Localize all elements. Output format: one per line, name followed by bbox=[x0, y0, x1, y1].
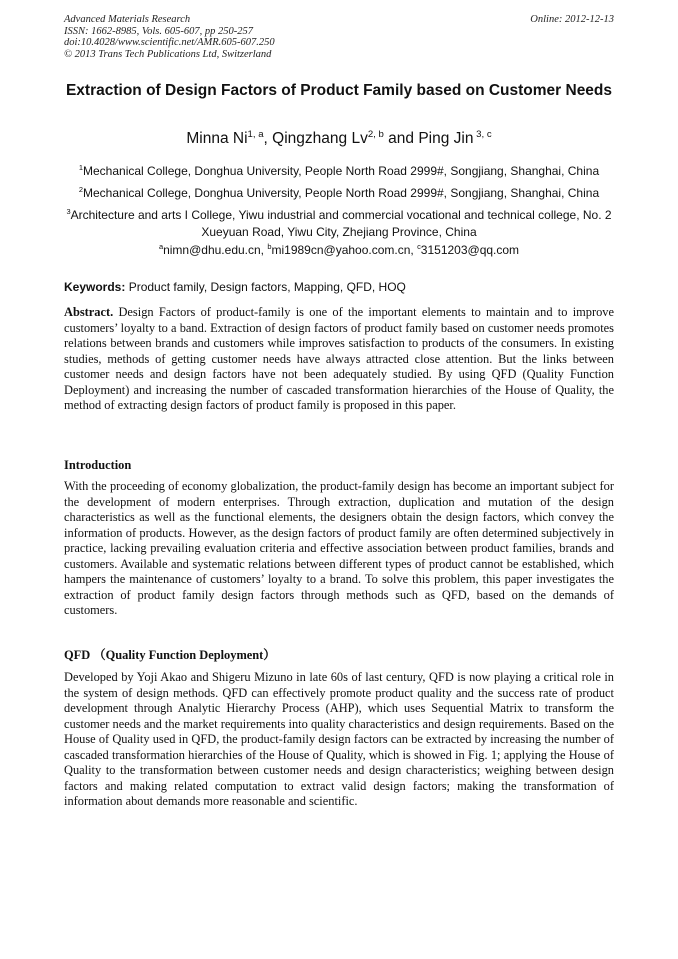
abstract-paragraph bbox=[64, 305, 614, 414]
email-marker: a bbox=[158, 242, 164, 251]
journal-name: Advanced Materials Research bbox=[64, 14, 191, 25]
abstract-text: Design Factors of product-family is one of the important elements to maintain and to improve customers’ loyalty to a band. Extraction of design factors of product family based on customer needs promotes relations between brands and customers while improves satisfaction to products of the consumers. In existing studies, methods of getting customer needs have always attracted close attention. But the links between customer needs and design factors have not been adequately studied. By using QFD (Quality Function Deployment) and increasing the number of cascaded transformation hierarchies of the House of Quality, the method of extracting design factors of product family is proposed in this paper. bbox=[64, 305, 614, 412]
qfd-paragraph: Developed by Yoji Akao and Shigeru Mizuno in late 60s of last century, QFD is now playing a critical role in the system of design methods. QFD can effectively promote product quality and the success rate of product development through Analytic Hierarchy Process (AHP), which uses Sequential Matrix to transform the customer needs and the market requirements into quality characteristics and design requirements. Based on the House of Quality used in QFD, the product-family design factors can be extracted by increasing the number of cascaded transformation hierarchies of the House of Quality, which is showed in Fig. 1; applying the House of Quality to the transformation between customer needs and design characteristics; weighing between design factors and making related computation to extract valid design factors; making the transformation of information about demands more reasonable and scientific. bbox=[64, 670, 614, 808]
copyright-line: © 2013 Trans Tech Publications Ltd, Switzerland bbox=[64, 48, 272, 60]
affiliation-marker: 1 bbox=[78, 163, 84, 172]
affiliation-marker: 2 bbox=[78, 185, 84, 194]
affiliation-marker: 3 bbox=[66, 207, 71, 216]
online-date: Online: 2012-12-13 bbox=[530, 14, 614, 25]
author-superscript: 1, a bbox=[247, 128, 264, 140]
paper-title: Extraction of Design Factors of Product Family based on Customer Needs bbox=[65, 82, 613, 99]
email-address: mi1989cn@yahoo.com.cn, bbox=[271, 243, 418, 257]
affiliation-text: Mechanical College, Donghua University, People North Road 2999#, Songjiang, Shanghai, China bbox=[83, 164, 600, 178]
affiliation-3 bbox=[64, 207, 614, 240]
affiliation-1 bbox=[64, 163, 614, 180]
keywords-text: Product family, Design factors, Mapping, QFD, HOQ bbox=[125, 280, 406, 294]
author-superscript: 3, c bbox=[473, 128, 492, 140]
doi-line: doi:10.4028/www.scientific.net/AMR.605-607.250 bbox=[64, 37, 275, 48]
journal-header bbox=[64, 14, 614, 60]
author-superscript: 2, b bbox=[367, 128, 384, 140]
email-address: 3151203@qq.com bbox=[420, 243, 520, 257]
author-name: Minna Ni bbox=[186, 130, 248, 147]
abstract-label: Abstract. bbox=[64, 305, 114, 319]
affiliation-text: Mechanical College, Donghua University, People North Road 2999#, Songjiang, Shanghai, China bbox=[83, 186, 600, 200]
email-marker: c bbox=[417, 242, 421, 251]
issn-line: ISSN: 1662-8985, Vols. 605-607, pp 250-257 bbox=[64, 25, 253, 37]
author-emails bbox=[64, 242, 614, 258]
author-list bbox=[64, 129, 614, 149]
author-name: Qingzhang Lv bbox=[272, 130, 368, 147]
author-separator: , bbox=[263, 130, 273, 147]
introduction-paragraph: With the proceeding of economy globalization, the product-family design has become an important subject for the development of modern enterprises. Through extraction, duplication and mutation of the design characteristics as well as the functional elements, the designers obtain the design factors, which convey the information of products. However, as the design factors of product family are often determined subjectively in practice, lacking prevailing evaluation criteria and effective association between product families, brands and customers. Available and systematic relations between different types of product cannot be established, which hampers the maintenance of customers’ loyalty to a brand. To solve this problem, this paper investigates the extraction of product family design factors through methods such as QFD, based on the demands of customers. bbox=[64, 479, 614, 617]
email-marker: b bbox=[267, 242, 272, 251]
author-separator: and bbox=[383, 130, 419, 147]
email-address: nimn@dhu.edu.cn, bbox=[163, 243, 268, 257]
author-name: Ping Jin bbox=[418, 130, 474, 147]
keywords-label: Keywords: bbox=[64, 280, 126, 294]
qfd-heading: QFD （Quality Function Deployment） bbox=[64, 648, 276, 662]
introduction-heading: Introduction bbox=[64, 458, 132, 472]
keywords-line bbox=[64, 279, 614, 295]
affiliation-text: Architecture and arts I College, Yiwu industrial and commercial vocational and technical college, No. 2 Xueyuan Road, Yiwu City, Zhejiang Province, China bbox=[70, 208, 612, 239]
affiliation-2 bbox=[64, 185, 614, 202]
